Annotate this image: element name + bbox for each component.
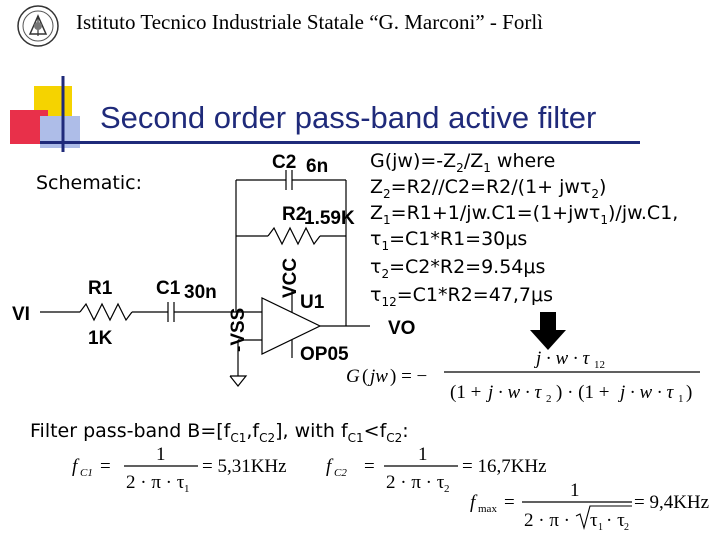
eq-z2: $Z_2=R2//C2=R2/(1+ jw\tau_2)$ — [370, 176, 607, 201]
vss-label: -VSS — [228, 307, 249, 352]
input-label: VI — [12, 304, 30, 325]
svg-text:(: ( — [362, 366, 369, 387]
eq-gain: $G(jw)=-Z_2/Z_1$ where — [370, 150, 556, 175]
passband-statement: Filter pass-band $B=[f_{C1},f_{C2}]$, with $f_{C1}<f_{C2}$: — [30, 420, 409, 445]
svg-text:G: G — [346, 366, 360, 387]
svg-text:2: 2 — [546, 393, 552, 405]
svg-text:· τ: · τ — [606, 510, 625, 531]
svg-text:2: 2 — [624, 522, 629, 533]
svg-text:(1 +: (1 + — [450, 382, 482, 403]
svg-text:max: max — [478, 503, 497, 515]
svg-text:2: 2 — [444, 483, 450, 495]
svg-text:2 · π · τ: 2 · π · τ — [386, 472, 445, 493]
svg-text:1: 1 — [570, 480, 580, 501]
svg-text:C1: C1 — [80, 467, 93, 479]
svg-text:f: f — [326, 456, 332, 477]
eq-tau2: $\tau_2=C2*R2=9.54\mu s$ — [370, 256, 546, 281]
institution-name: Istituto Tecnico Industriale Statale “G. Marconi” - Forlì — [76, 10, 544, 34]
svg-text:1: 1 — [156, 444, 166, 465]
svg-text:1: 1 — [184, 483, 190, 495]
schematic-label: Schematic: — [36, 172, 142, 194]
fc1-formula — [72, 444, 287, 495]
fmax-formula — [470, 480, 709, 533]
r1-name: R1 — [88, 278, 113, 299]
opamp-model: OP05 — [300, 344, 349, 365]
svg-text:τ: τ — [590, 510, 598, 531]
r2-name: R2 — [282, 204, 307, 225]
svg-text:1: 1 — [418, 444, 428, 465]
svg-text:) · (1 +: ) · (1 + — [556, 382, 610, 403]
c1-value: 30n — [184, 282, 217, 303]
transfer-function — [346, 348, 700, 405]
output-label: VO — [388, 318, 416, 339]
vcc-label: VCC — [280, 257, 301, 298]
svg-text:C2: C2 — [334, 467, 347, 479]
svg-text:2 · π · τ: 2 · π · τ — [126, 472, 185, 493]
fc1-result: = 5,31KHz — [202, 456, 287, 477]
svg-text:j · w · τ: j · w · τ — [620, 382, 674, 403]
c2-value: 6n — [306, 156, 329, 177]
eq-tau12: $\tau_{12}=C1*R2=47,7\mu s$ — [370, 284, 554, 309]
svg-text:jw: jw — [370, 366, 388, 387]
svg-text:) = −: ) = − — [390, 366, 428, 387]
c2-name: C2 — [272, 152, 297, 173]
svg-text:=: = — [100, 456, 111, 477]
fc2-result: = 16,7KHz — [462, 456, 547, 477]
svg-text:1: 1 — [678, 393, 684, 405]
r2-value: 1.59K — [304, 208, 355, 229]
svg-text:=: = — [364, 456, 375, 477]
svg-text:1: 1 — [598, 522, 603, 533]
c1-name: C1 — [156, 278, 181, 299]
svg-text:j · w · τ: j · w · τ — [536, 348, 590, 369]
svg-text:f: f — [470, 492, 476, 513]
svg-text:): ) — [686, 382, 693, 403]
svg-text:2 · π ·: 2 · π · — [524, 510, 570, 531]
fc2-formula — [326, 444, 547, 495]
slide-title: Second order pass-band active filter — [100, 100, 597, 135]
eq-z1: $Z_1=R1+1/jw.C1=(1+jw\tau_1)/jw.C1$, — [370, 202, 679, 227]
svg-text:j · w · τ: j · w · τ — [488, 382, 542, 403]
fmax-result: = 9,4KHz — [634, 492, 710, 513]
eq-tau1: $\tau_1=C1*R1=30\mu s$ — [370, 228, 528, 253]
r1-value: 1K — [88, 328, 113, 349]
svg-text:f: f — [72, 456, 78, 477]
svg-text:12: 12 — [594, 359, 605, 371]
svg-text:=: = — [504, 492, 515, 513]
opamp-name: U1 — [300, 292, 325, 313]
